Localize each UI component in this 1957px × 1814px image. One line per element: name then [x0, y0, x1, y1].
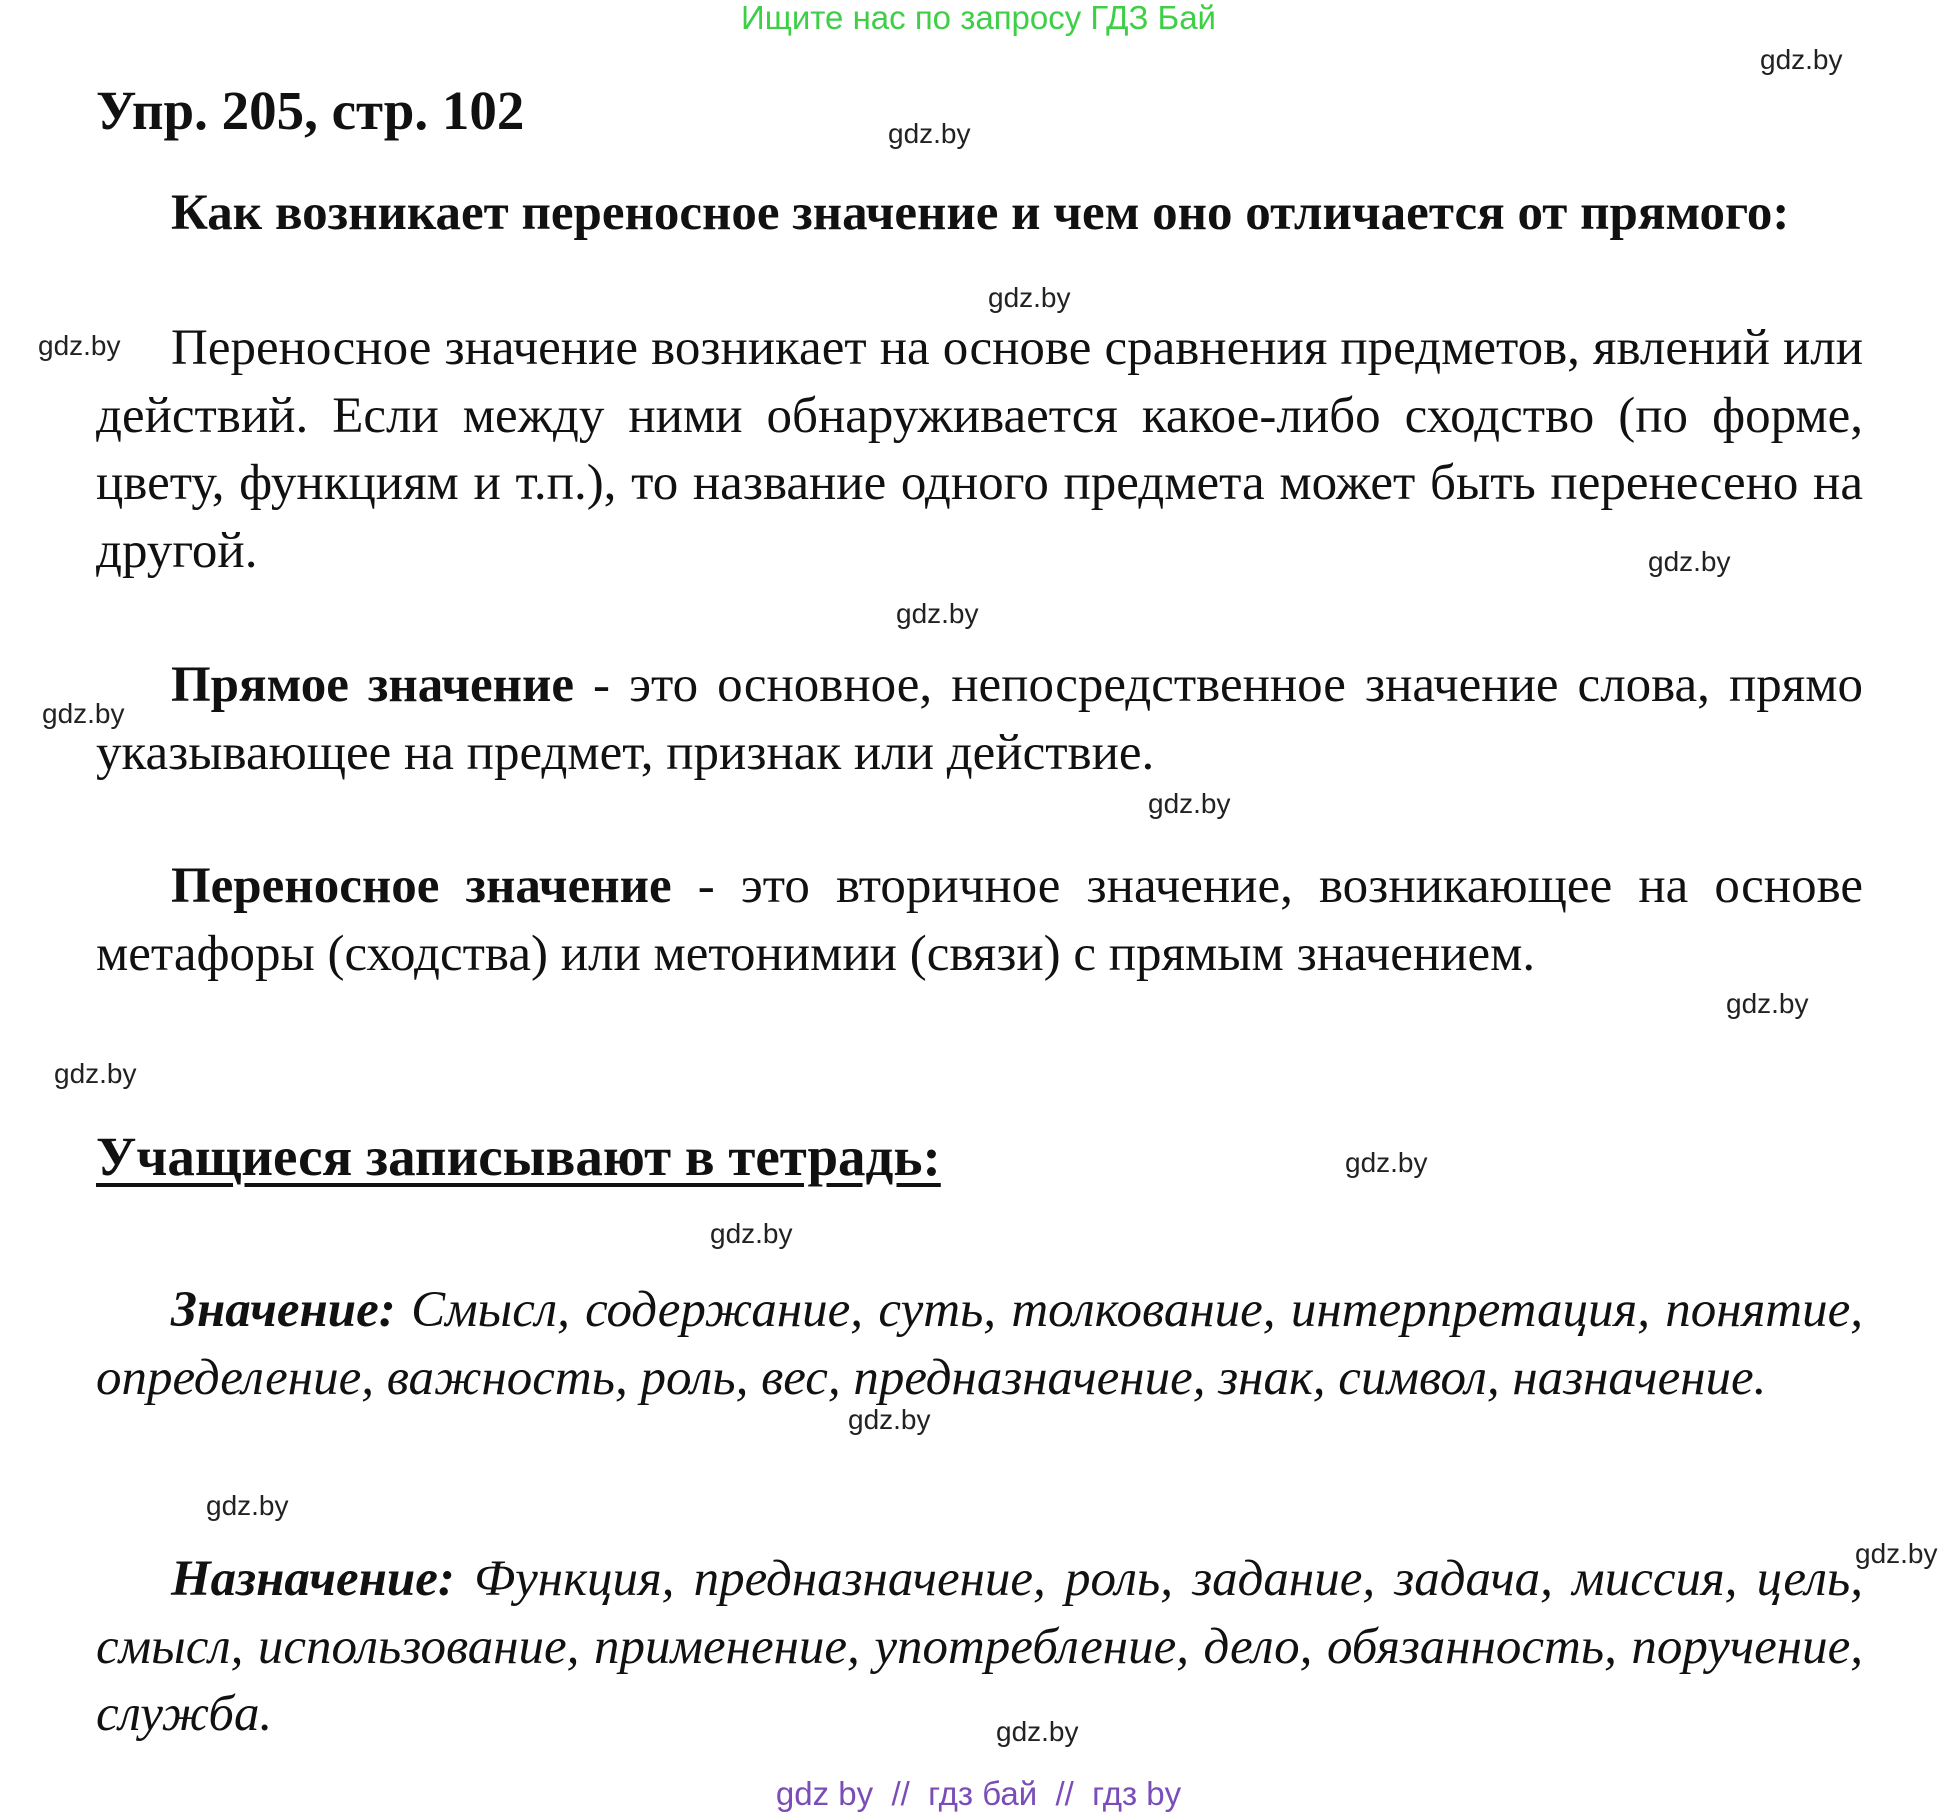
watermark: gdz.by [206, 1490, 289, 1521]
figurative-meaning-paragraph [96, 853, 1863, 988]
question-text: Как возникает переносное значение и чем оно отличается от прямого: [171, 185, 1790, 241]
watermark: gdz.by [710, 1218, 793, 1249]
watermark: gdz.by [1855, 1538, 1938, 1569]
watermark: gdz.by [54, 1058, 137, 1089]
watermark: gdz.by [1760, 44, 1843, 75]
meaning-synonyms-paragraph [96, 1277, 1863, 1412]
notebook-heading: Учащиеся записывают в тетрадь: [96, 1126, 941, 1187]
purpose-term: Назначение: [171, 1551, 455, 1607]
watermark: gdz.by [888, 118, 971, 149]
watermark: gdz.by [896, 598, 979, 629]
watermark: gdz.by [1148, 788, 1231, 819]
figurative-meaning-definition: - это вторичное значение, возникающее на основе метафоры (сходства) или метонимии (связи) с прямым значением. [96, 858, 1863, 982]
figurative-meaning-term: Переносное значение [171, 858, 672, 914]
watermark: gdz.by [42, 698, 125, 729]
meaning-term: Значение: [171, 1282, 396, 1338]
purpose-synonyms: Функция, предназначение, роль, задание, задача, миссия, цель, смысл, использование, применение, употребление, дело, обязанность, поручение, служба. [96, 1551, 1863, 1742]
watermark: gdz.by [38, 330, 121, 361]
question-heading [96, 180, 1863, 248]
direct-meaning-definition: - это основное, непосредственное значение слова, прямо указывающее на предмет, признак или действие. [96, 657, 1863, 781]
answer-paragraph: Переносное значение возникает на основе сравнения предметов, явлений или действий. Если между ними обнаруживается какое-либо сходство (по форме, цвету, функциям и т.п.), то название одного предмета может быть перенесено на другой. [96, 320, 1863, 579]
purpose-synonyms-paragraph [96, 1546, 1863, 1749]
watermark: gdz.by [988, 282, 1071, 313]
watermark: gdz.by [1345, 1147, 1428, 1178]
footer-links: gdz by // гдз бай // гдз by [775, 1775, 1182, 1812]
direct-meaning-term: Прямое значение [171, 657, 575, 713]
watermark: gdz.by [996, 1716, 1079, 1747]
watermark: gdz.by [1726, 988, 1809, 1019]
watermark: gdz.by [848, 1404, 931, 1435]
top-banner: Ищите нас по запросу ГДЗ Бай [741, 0, 1216, 36]
direct-meaning-paragraph [96, 652, 1863, 787]
watermark: gdz.by [1648, 546, 1731, 577]
exercise-title: Упр. 205, стр. 102 [96, 80, 525, 141]
meaning-synonyms: Смысл, содержание, суть, толкование, интерпретация, понятие, определение, важность, роль, вес, предназначение, знак, символ, назначение. [96, 1282, 1863, 1406]
